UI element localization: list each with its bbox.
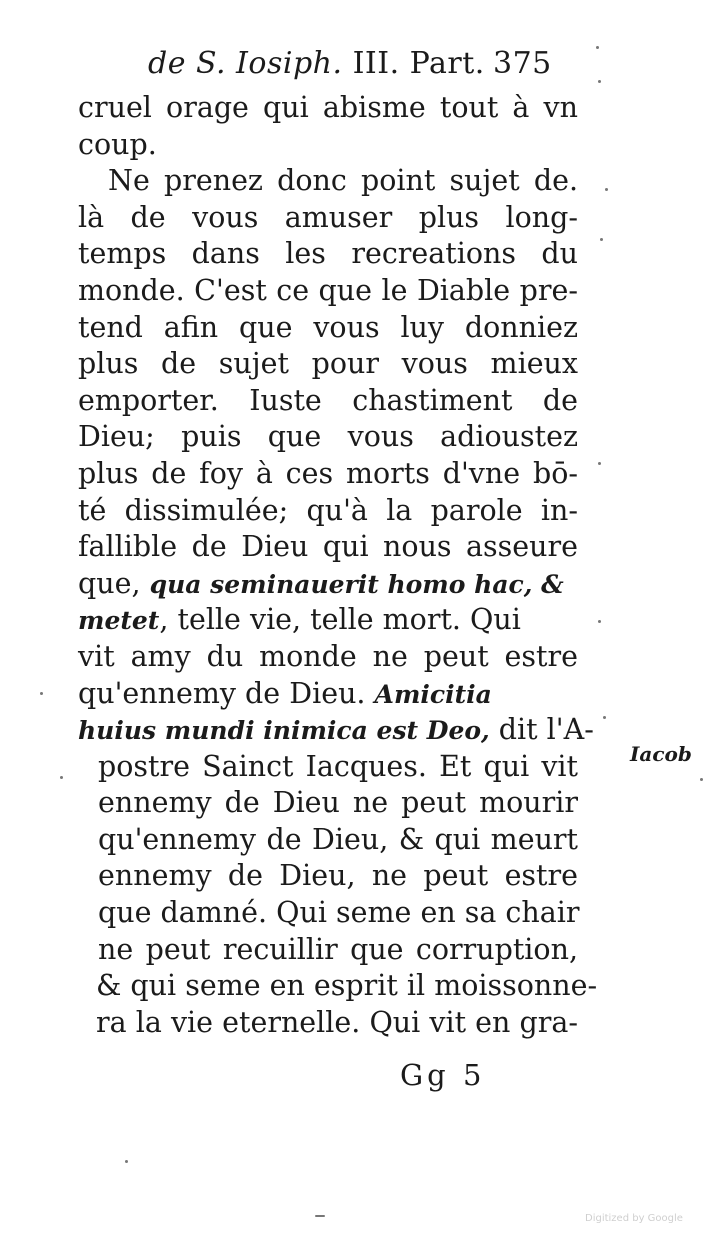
ink-speck <box>598 80 601 83</box>
text-line: temps dans les recreations du <box>78 237 578 271</box>
text-line: fallible de Dieu qui nous asseure <box>78 530 578 564</box>
latin-quote: huius mundi inimica est Deo, <box>78 716 490 746</box>
part-label: III. Part. <box>352 46 485 81</box>
text-line: là de vous amuser plus long- <box>78 200 578 234</box>
latin-quote: Amicitia <box>374 679 492 709</box>
text-line: plus de foy à ces morts d'vne bō- <box>78 456 578 490</box>
text-line: vit amy du monde ne peut estre <box>78 639 578 673</box>
ink-speck <box>40 692 43 695</box>
latin-quote-line <box>78 602 578 639</box>
text-line: postre Sainct Iacques. Et qui vit <box>98 749 578 783</box>
watermark: Digitized by Google <box>585 1213 683 1224</box>
text-line: ennemy de Dieu ne peut mourir <box>98 786 578 820</box>
running-title: de S. Iosiph. <box>148 46 343 81</box>
latin-quote-line <box>78 676 578 713</box>
ink-speck <box>598 462 601 465</box>
text-line: coup. <box>78 127 157 161</box>
text-fragment: qu'ennemy de Dieu. <box>78 676 366 710</box>
text-line: ne peut recuillir que corruption, <box>98 932 578 966</box>
text-line: cruel orage qui abisme tout à vn <box>78 91 578 124</box>
signature-mark: Gg 5 <box>400 1058 486 1092</box>
latin-quote-line <box>78 712 594 749</box>
text-line: ennemy de Dieu, ne peut estre <box>98 859 578 893</box>
page-number: 375 <box>493 46 552 81</box>
text-line: té dissimulée; qu'à la parole in- <box>78 493 578 527</box>
text-line: que damné. Qui seme en sa chair <box>98 896 580 930</box>
text-line: plus de sujet pour vous mieux <box>78 347 578 381</box>
text-line: emporter. Iuste chastiment de <box>78 383 578 417</box>
latin-quote: metet <box>78 606 160 636</box>
latin-quote-line <box>78 566 578 603</box>
running-header <box>148 46 568 86</box>
latin-quote: qua seminauerit homo hac, & <box>149 569 564 599</box>
text-line: Dieu; puis que vous adioustez <box>78 420 578 454</box>
text-fragment: dit l'A- <box>498 713 594 747</box>
margin-note: Iacob <box>630 742 692 766</box>
text-fragment: que, <box>78 566 141 600</box>
ink-speck <box>125 1160 128 1163</box>
text-line: qu'ennemy de Dieu, & qui meurt <box>98 822 578 856</box>
text-line: ra la vie eternelle. Qui vit en gra- <box>96 1005 578 1039</box>
text-line: tend afin que vous luy donniez <box>78 310 578 344</box>
ink-speck <box>605 188 608 191</box>
paragraph-start-line: Ne prenez donc point sujet de. <box>108 164 578 198</box>
ink-speck <box>603 716 606 719</box>
ink-speck <box>598 620 601 623</box>
ink-speck <box>60 776 63 779</box>
text-line: monde. C'est ce que le Diable pre- <box>78 273 578 307</box>
body-text <box>78 90 598 1041</box>
ink-speck <box>596 46 599 49</box>
text-line: & qui seme en esprit il moissonne- <box>96 969 598 1003</box>
ink-speck <box>600 238 603 241</box>
ink-speck <box>700 778 703 781</box>
ink-speck <box>315 1215 325 1217</box>
text-fragment: , telle vie, telle mort. Qui <box>159 603 521 637</box>
